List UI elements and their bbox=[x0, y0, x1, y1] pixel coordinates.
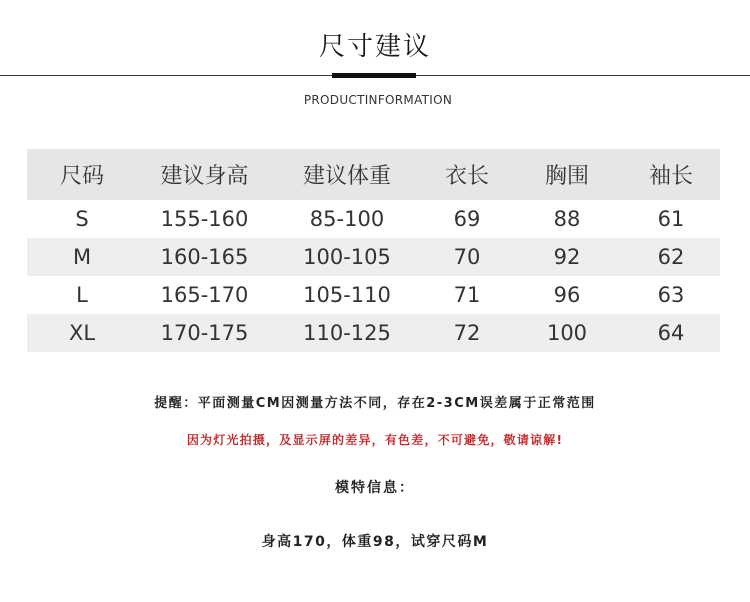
table-cell: 155-160 bbox=[160, 207, 249, 231]
table-cell: 160-165 bbox=[160, 245, 249, 269]
column-header-length: 衣长 bbox=[444, 164, 489, 189]
table-cell: 88 bbox=[553, 207, 581, 231]
table-cell: 105-110 bbox=[303, 283, 391, 307]
size-table bbox=[27, 149, 720, 352]
table-cell: 110-125 bbox=[303, 321, 391, 345]
table-cell: 100-105 bbox=[303, 245, 391, 269]
title-underline-accent bbox=[332, 73, 416, 78]
column-header-weight: 建议体重 bbox=[302, 164, 391, 189]
column-header-height: 建议身高 bbox=[160, 164, 249, 189]
table-row bbox=[27, 238, 720, 276]
table-cell: 64 bbox=[657, 321, 685, 345]
column-header-chest: 胸围 bbox=[544, 164, 589, 189]
table-cell: S bbox=[75, 207, 89, 231]
table-row bbox=[27, 200, 720, 238]
column-header-size: 尺码 bbox=[59, 164, 104, 189]
model-info-details: 身高170，体重98，试穿尺码M bbox=[261, 534, 489, 550]
page-subtitle: PRODUCTINFORMATION bbox=[303, 93, 453, 107]
table-cell: 71 bbox=[453, 283, 481, 307]
table-cell: 61 bbox=[657, 207, 685, 231]
table-cell: XL bbox=[68, 321, 96, 345]
table-cell: 85-100 bbox=[309, 207, 385, 231]
table-cell: M bbox=[72, 245, 92, 269]
table-cell: 92 bbox=[553, 245, 581, 269]
table-cell: 170-175 bbox=[160, 321, 249, 345]
table-cell: 63 bbox=[657, 283, 685, 307]
table-cell: 72 bbox=[453, 321, 481, 345]
table-cell: 100 bbox=[546, 321, 588, 345]
table-row bbox=[27, 276, 720, 314]
color-difference-warning: 因为灯光拍摄，及显示屏的差异，有色差，不可避免，敬请谅解! bbox=[186, 433, 564, 447]
table-cell: 96 bbox=[553, 283, 581, 307]
table-row bbox=[27, 314, 720, 352]
table-cell: 70 bbox=[453, 245, 481, 269]
table-cell: 62 bbox=[657, 245, 685, 269]
table-header-row bbox=[27, 149, 720, 200]
measurement-tip: 提醒：平面测量CM因测量方法不同，存在2-3CM误差属于正常范围 bbox=[154, 396, 596, 411]
table-cell: 69 bbox=[453, 207, 481, 231]
column-header-sleeve: 袖长 bbox=[648, 164, 693, 189]
table-cell: L bbox=[76, 283, 88, 307]
model-info-label: 模特信息： bbox=[335, 480, 415, 496]
table-cell: 165-170 bbox=[160, 283, 249, 307]
page-title: 尺寸建议 bbox=[318, 32, 431, 62]
